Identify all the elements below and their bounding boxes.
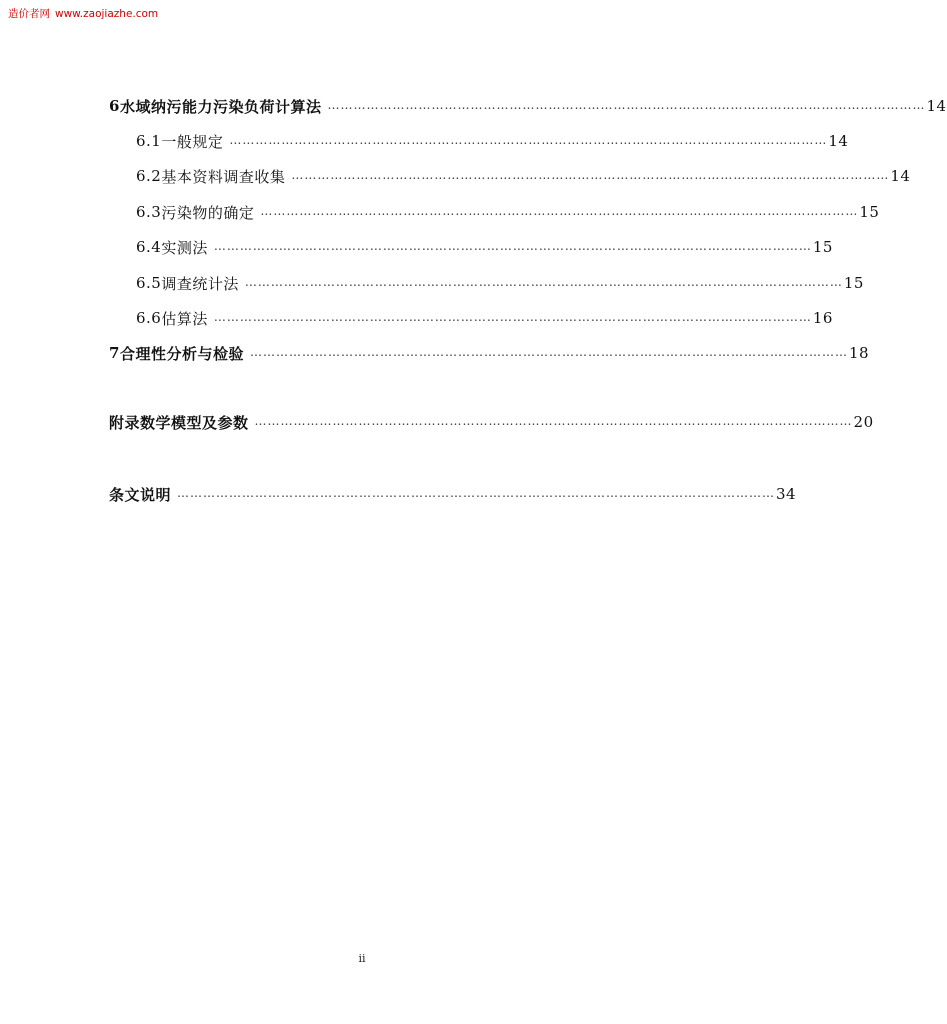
- section-title: 调查统计法: [161, 274, 239, 293]
- section-number: 6.4: [136, 238, 162, 256]
- watermark-site-name: 造价者网: [8, 8, 50, 20]
- chapter-number: 6: [109, 97, 120, 115]
- page-number: 16: [812, 309, 833, 327]
- dot-leader: …………………………………………………………………………………………………………………………: [260, 204, 859, 218]
- section-title: 实测法: [161, 238, 208, 257]
- dot-leader: …………………………………………………………………………………………………………………………: [254, 414, 853, 428]
- page-number: 14: [926, 97, 947, 115]
- page-number: 15: [843, 274, 864, 292]
- appendix-label: 附录: [109, 413, 141, 432]
- dot-leader: …………………………………………………………………………………………………………………………: [229, 133, 828, 147]
- dot-leader: …………………………………………………………………………………………………………………………: [213, 310, 812, 324]
- section-number: 6.6: [136, 309, 162, 327]
- explanation-title: 条文说明: [109, 485, 172, 504]
- page-number: 18: [848, 344, 870, 362]
- section-title: 污染物的确定: [161, 203, 255, 222]
- watermark: [8, 6, 158, 21]
- section-number: 6.1: [136, 132, 162, 150]
- dot-leader: …………………………………………………………………………………………………………………………: [327, 98, 926, 112]
- page-number: 14: [890, 167, 911, 185]
- appendix-title: 数学模型及参数: [140, 413, 249, 432]
- section-number: 6.5: [136, 274, 162, 292]
- toc-section-6-4[interactable]: [136, 236, 833, 258]
- dot-leader: …………………………………………………………………………………………………………………………: [213, 239, 812, 253]
- watermark-url[interactable]: www.zaojiazhe.com: [55, 8, 159, 20]
- page-number: 20: [853, 413, 874, 431]
- dot-leader: …………………………………………………………………………………………………………………………: [177, 486, 776, 500]
- toc-chapter-6[interactable]: [109, 95, 947, 117]
- toc-appendix[interactable]: [109, 411, 874, 433]
- toc-section-6-1[interactable]: [136, 130, 849, 152]
- section-number: 6.2: [136, 167, 162, 185]
- toc-section-6-5[interactable]: [136, 272, 864, 294]
- page-number: 15: [859, 203, 880, 221]
- chapter-number: 7: [109, 344, 120, 362]
- toc-section-6-2[interactable]: [136, 165, 911, 187]
- chapter-title: 水域纳污能力污染负荷计算法: [119, 97, 322, 116]
- toc-section-6-6[interactable]: [136, 307, 833, 329]
- toc-section-6-3[interactable]: [136, 201, 880, 223]
- chapter-title: 合理性分析与检验: [119, 344, 244, 363]
- section-title: 一般规定: [161, 132, 224, 151]
- page-number: 34: [776, 485, 797, 503]
- page-number: 14: [828, 132, 849, 150]
- page-number: 15: [812, 238, 833, 256]
- section-title: 估算法: [161, 309, 208, 328]
- dot-leader: …………………………………………………………………………………………………………………………: [291, 168, 890, 182]
- section-title: 基本资料调查收集: [161, 167, 286, 186]
- toc-chapter-7[interactable]: [109, 342, 870, 364]
- dot-leader: …………………………………………………………………………………………………………………………: [244, 275, 843, 289]
- section-number: 6.3: [136, 203, 162, 221]
- toc-explanation[interactable]: [109, 483, 797, 505]
- dot-leader: …………………………………………………………………………………………………………………………: [249, 345, 848, 359]
- footer-page-number: ii: [358, 952, 366, 965]
